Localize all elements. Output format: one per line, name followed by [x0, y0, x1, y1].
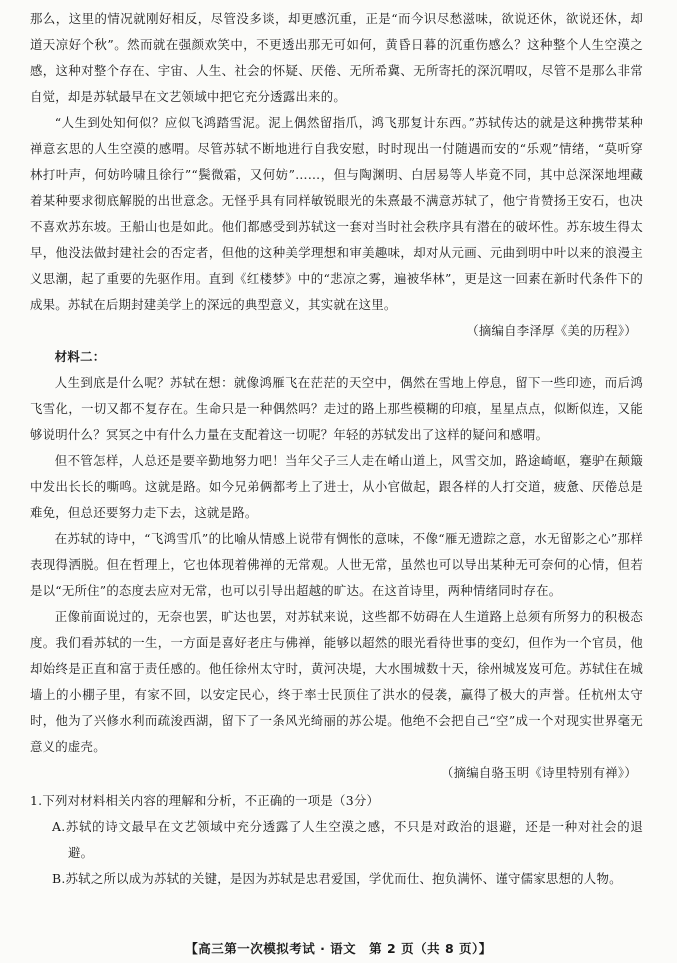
question-1-option-b: B.苏轼之所以成为苏轼的关键，是因为苏轼是忠君爱国，学优而仕、抱负满怀、谨守儒家思想的人物。	[52, 871, 622, 886]
page-footer: 【高三第一次模拟考试 · 语文 第 2 页（共 8 页）】	[185, 941, 492, 956]
material2-paragraph-2: 但不管怎样，人总还是要辛勤地努力吧！当年父子三人走在崤山道上，风雪交加，路途崎岖，蹇驴在颠簸中发出长长的嘶鸣。这就是路。如今兄弟俩都考上了进士，从小官做起，跟各样的人打交道，疲惫、厌倦总是难免，但总还要努力走下去，这就是路。	[30, 453, 643, 520]
material2-paragraph-4: 正像前面说过的，无奈也罢，旷达也罢，对苏轼来说，这些都不妨碍在人生道路上总须有所努力的积极态度。我们看苏轼的一生，一方面是喜好老庄与佛禅，能够以超然的眼光看待世事的变幻，但作为一个官员，他却始终是正直和富于责任感的。他任徐州太守时，黄河决堤，大水围城数十天，徐州城岌岌可危。苏轼住在城墙上的小棚子里，有家不回，以安定民心，终于率士民顶住了洪水的侵袭，赢得了极大的声誉。任杭州太守时，他为了兴修水利而疏浚西湖，留下了一条风光绮丽的苏公堤。他绝不会把自己“空”成一个对现实世界毫无意义的虚壳。	[30, 609, 643, 754]
material1-paragraph-top: 那么，这里的情况就刚好相反，尽管没多谈，却更感沉重，正是“而今识尽愁滋味，欲说还休，欲说还休，却道天凉好个秋”。然而就在强颜欢笑中，不更透出那无可如何，黄昏日暮的沉重伤感么？这种整个人生空漠之感，这种对整个存在、宇宙、人生、社会的怀疑、厌倦、无所希冀、无所寄托的深沉喟叹，尽管不是那么非常自觉，却是苏轼最早在文艺领域中把它充分透露出来的。	[30, 11, 643, 104]
material2-source: （摘编自骆玉明《诗里特别有禅》）	[440, 765, 637, 780]
material2-heading: 材料二：	[54, 349, 106, 364]
question-1-option-a: A.苏轼的诗文最早在文艺领域中充分透露了人生空漠之感，不只是对政治的退避，还是一种对社会的退避。	[52, 819, 643, 860]
material1-paragraph-2: “人生到处知何似？应似飞鸿踏雪泥。泥上偶然留指爪，鸿飞那复计东西。”苏轼传达的就是这种携带某种禅意玄思的人生空漠的感喟。尽管苏轼不断地进行自我安慰，时时现出一付随遇而安的“乐观”情绪，“莫听穿林打叶声，何妨吟啸且徐行”“鬓微霜，又何妨”……，但与陶渊明、白居易等人毕竟不同，其中总深深地埋藏着某种要求彻底解脱的出世意念。无怪乎具有同样敏锐眼光的朱熹最不满意苏轼了，他宁肯赞扬王安石，也决不喜欢苏东坡。王船山也是如此。他们都感受到苏轼这一套对当时社会秩序具有潜在的破坏性。苏东坡生得太早，他没法做封建社会的否定者，但他的这种美学理想和审美趣味，却对从元画、元曲到明中叶以来的浪漫主义思潮，起了重要的先驱作用。直到《红楼梦》中的“悲凉之雾，遍被华林”，更是这一回素在新时代条件下的成果。苏轼在后期封建美学上的深远的典型意义，其实就在这里。	[30, 115, 643, 312]
material1-source: （摘编自李泽厚《美的历程》）	[466, 323, 637, 338]
material2-paragraph-3: 在苏轼的诗中，“飞鸿雪爪”的比喻从情感上说带有惆怅的意味，不像“雁无遗踪之意，水无留影之心”那样表现得洒脱。但在哲理上，它也体现着佛禅的无常观。人世无常，虽然也可以导出某种无可奈何的心情，但若是以“无所住”的态度去应对无常，也可以引导出超越的旷达。在这首诗里，两种情绪同时存在。	[30, 531, 643, 598]
question-1-stem: 1.下列对材料相关内容的理解和分析，不正确的一项是（3分）	[30, 793, 380, 808]
material2-paragraph-1: 人生到底是什么呢？苏轼在想：就像鸿雁飞在茫茫的天空中，偶然在雪地上停息，留下一些印迹，而后鸿飞雪化，一切又都不复存在。生命只是一种偶然吗？走过的路上那些模糊的印痕，星星点点，似断似连，又能够说明什么？冥冥之中有什么力量在支配着这一切呢？年轻的苏轼发出了这样的疑问和感喟。	[30, 375, 643, 442]
